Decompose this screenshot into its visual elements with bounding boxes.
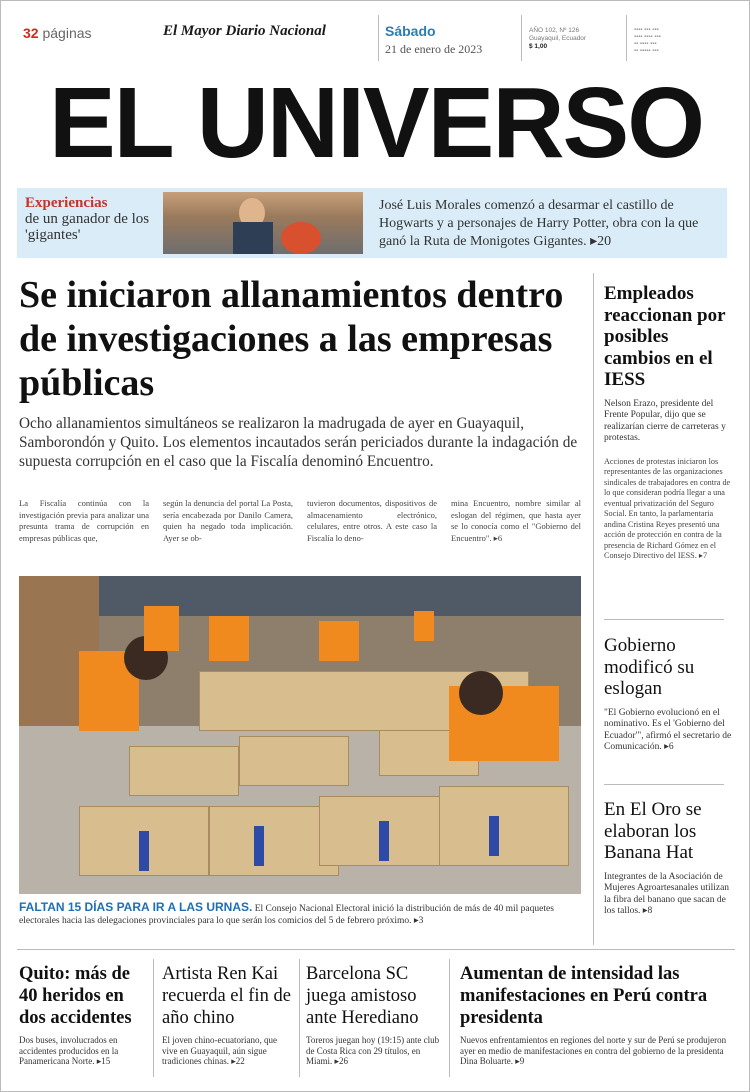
bottom-story-barcelona[interactable]	[306, 963, 444, 1067]
photo-shape	[19, 576, 581, 616]
sidebar-headline: Gobierno modificó su eslogan	[604, 635, 695, 699]
column-divider	[299, 959, 300, 1077]
photo-shape	[254, 826, 264, 866]
divider	[604, 784, 724, 785]
bottom-story-peru[interactable]	[460, 963, 732, 1067]
photo-shape	[319, 621, 359, 661]
column-divider	[449, 959, 450, 1077]
promo-text: José Luis Morales comenzó a desarmar el castillo de Hogwarts y a personajes de Harry Potter, obra con la que ganó la Ruta de Monigotes Gigantes. ▸20	[379, 198, 699, 249]
divider	[626, 15, 627, 61]
lead-headline[interactable]: Se iniciaron allanamientos dentro de investigaciones a las empresas públicas	[19, 274, 564, 404]
masthead: EL UNIVERSO	[48, 67, 704, 179]
sidebar-headline: Empleados reaccionan por posibles cambios en el IESS	[604, 283, 726, 390]
photo-caption	[19, 901, 584, 927]
bottom-text: Nuevos enfrentamientos en regiones del norte y sur de Perú se produjeron ayer en medio de manifestaciones en contra del gobierno de la presidenta Dina Boluarte. ▸9	[460, 1035, 727, 1066]
sidebar-story-banana-hat[interactable]	[604, 799, 734, 918]
photo-shape	[209, 616, 249, 661]
sidebar-sub: Integrantes de la Asociación de Mujeres Agroartesanales utilizan la fibra del banano que sacan de los tallos. ▸8	[604, 871, 730, 916]
lead-deck: Ocho allanamientos simultáneos se realizaron la madrugada de ayer en Guayaquil, Samborondón y Quito. Los elementos incautados serán periciados durante la indagación de supuesta corrupción en el caso que la Fiscalía denominó Encuentro.	[19, 415, 578, 470]
photo-shape	[239, 736, 349, 786]
lead-body-columns	[19, 498, 581, 548]
promo-kicker-block	[25, 195, 165, 243]
photo-shape	[459, 671, 503, 715]
bottom-story-quito[interactable]	[19, 963, 147, 1067]
divider	[378, 15, 379, 61]
bottom-headline: Aumentan de intensidad las manifestaciones en Perú contra presidenta	[460, 964, 708, 1028]
page-count-number: 32	[23, 25, 39, 41]
column-divider	[593, 273, 594, 945]
photo-shape	[439, 786, 569, 866]
issue-location: Guayaquil, Ecuador	[529, 35, 587, 42]
page-count	[23, 25, 92, 41]
sidebar-story-eslogan[interactable]	[604, 635, 734, 754]
promo-photo	[163, 192, 363, 254]
sidebar-body: Acciones de protestas iniciaron los representantes de las organizaciones sindicales de trabajadores en contra de lo que consideran podría llegar a una eventual privatización del Seguro Social. En tanto, la parlamentaria andina Cristina Reyes presentó una acción de protección en contra de la presencia de Richard Gómez en el Consejo Directivo del IESS. ▸7	[604, 456, 731, 560]
caption-text: El Consejo Nacional Electoral inició la distribución de más de 40 mil paquetes electorales hacia las delegaciones provinciales para lo que serán los comicios del 5 de febrero próximo. ▸3	[19, 904, 554, 926]
promo-kicker: Experiencias	[25, 195, 108, 211]
page-count-label: páginas	[42, 25, 92, 41]
photo-shape	[144, 606, 179, 651]
photo-shape	[281, 222, 321, 254]
issue-number: AÑO 102, Nº 126	[529, 27, 580, 34]
bottom-headline: Barcelona SC juega amistoso ante Herediano	[306, 964, 419, 1028]
bottom-headline: Quito: más de 40 heridos en dos accidentes	[19, 964, 132, 1028]
promo-kicker-rest: de un ganador de los 'gigantes'	[25, 211, 150, 243]
column-divider	[153, 959, 154, 1077]
lead-body-col: tuvieron documentos, dispositivos de almacenamiento electrónico, celulares, entre otros. A este caso la Fiscalía lo deno-	[307, 498, 437, 543]
lead-body-col: según la denuncia del portal La Posta, sería encabezada por Danilo Camera, quien ha negado toda implicación. Ayer se ob-	[163, 498, 293, 543]
issue-day: Sábado	[385, 23, 436, 39]
contact-info-block: ▪▪▪▪ ▪▪▪ ▪▪▪ ▪▪▪▪ ▪▪▪▪ ▪▪▪ ▪▪ ▪▪▪▪ ▪▪▪ ▪▪ ▪▪▪▪▪ ▪▪▪	[634, 27, 661, 54]
lead-photo	[19, 576, 581, 894]
photo-shape	[139, 831, 149, 871]
issue-price: $ 1,00	[529, 43, 548, 50]
sidebar-story-iess[interactable]	[604, 283, 734, 562]
issue-meta	[529, 27, 586, 51]
sidebar-sub: Nelson Erazo, presidente del Frente Popular, dijo que se realizarían cierre de carreteras y protestas.	[604, 398, 726, 443]
issue-date: 21 de enero de 2023	[385, 42, 483, 56]
bottom-story-ren-kai[interactable]	[162, 963, 294, 1067]
photo-shape	[489, 816, 499, 856]
bottom-text: Toreros juegan hoy (19:15) ante club de Costa Rica con 29 títulos, en Miami. ▸26	[306, 1035, 440, 1066]
lead-body-col: La Fiscalía continúa con la investigación previa para analizar una presunta trama de corrupción en empresas públicas que,	[19, 498, 149, 543]
divider	[521, 15, 522, 61]
tagline: El Mayor Diario Nacional	[163, 23, 326, 39]
caption-headline: FALTAN 15 DÍAS PARA IR A LAS URNAS.	[19, 900, 253, 914]
promo-banner[interactable]	[17, 188, 727, 258]
divider	[604, 619, 724, 620]
sidebar-sub: "El Gobierno evolucionó en el nominativo. Es el 'Gobierno del Ecuador'", afirmó el secretario de Comunicación. ▸6	[604, 707, 732, 752]
lead-body-col: mina Encuentro, nombre similar al eslogan del régimen, que hasta ayer se lo conocía como el "Gobierno del Encuentro". ▸6	[451, 498, 581, 543]
top-strip	[1, 15, 750, 63]
bottom-text: Dos buses, involucrados en accidentes producidos en la Panamericana Norte. ▸15	[19, 1035, 119, 1066]
bottom-text: El joven chino-ecuatoriano, que vive en Guayaquil, aún sigue tradiciones chinas. ▸22	[162, 1035, 277, 1066]
photo-shape	[233, 222, 273, 254]
bottom-headline: Artista Ren Kai recuerda el fin de año chino	[162, 964, 291, 1028]
photo-shape	[379, 821, 389, 861]
sidebar-headline: En El Oro se elaboran los Banana Hat	[604, 799, 702, 863]
photo-shape	[414, 611, 434, 641]
divider	[17, 949, 735, 950]
photo-shape	[129, 746, 239, 796]
